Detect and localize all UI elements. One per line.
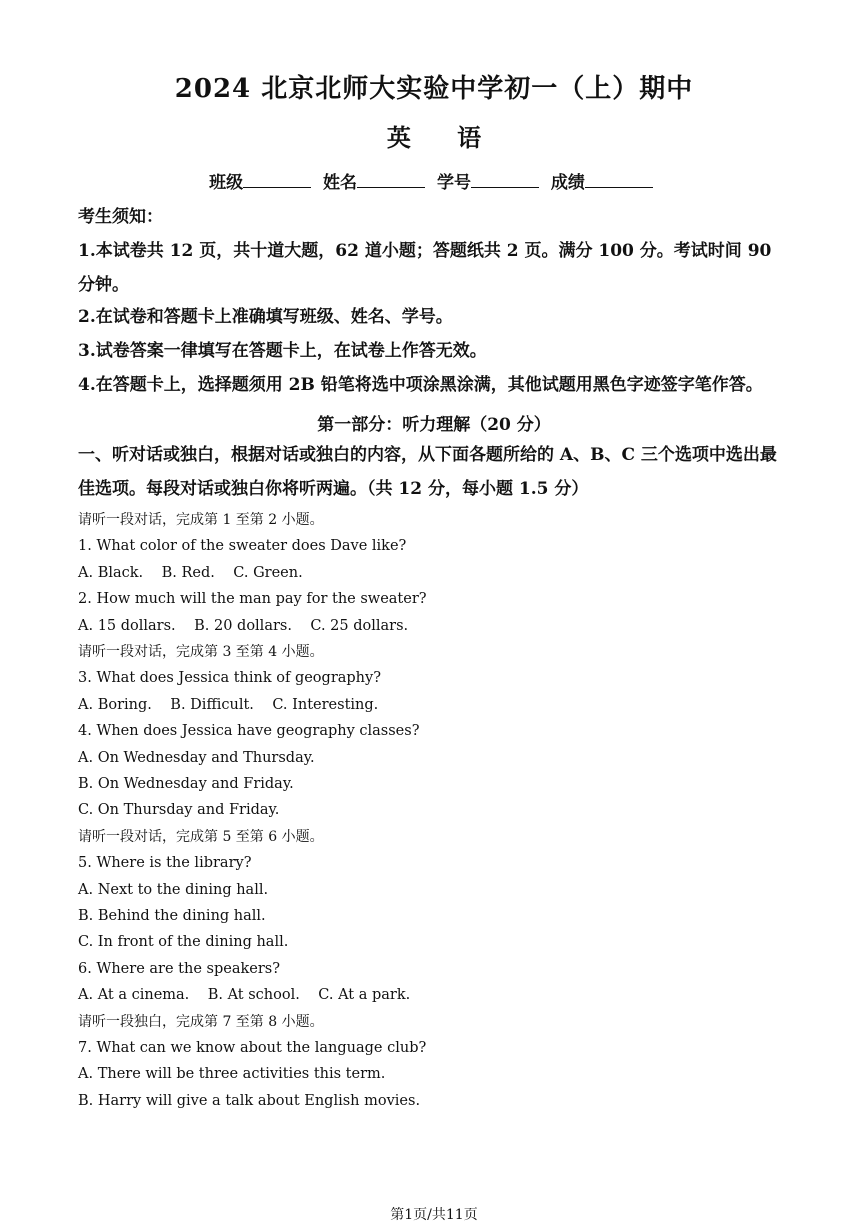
student-info-line: [0, 168, 868, 193]
subject-title: 英 语: [386, 123, 482, 152]
class-label: 班级: [209, 173, 244, 193]
notice-heading: 考生须知：: [78, 207, 163, 227]
answer-options: A. Next to the dining hall.: [78, 881, 269, 898]
exam-title: 2024 北京北师大实验中学初一（上）期中: [174, 74, 694, 104]
student-id-label: 学号: [436, 173, 471, 193]
question-stem: 4. When does Jessica have geography classes?: [78, 723, 420, 740]
question-stem: 1. What color of the sweater does Dave like?: [78, 538, 407, 555]
part-1-instruction: 一、听对话或独白，根据对话或独白的内容，从下面各题所给的 A、B、C 三个选项中选出最佳选项。每段对话或独白你将听两遍。（共 12 分，每小题 1.5 分）: [78, 445, 777, 499]
answer-options: A. Black. B. Red. C. Green.: [78, 564, 303, 581]
section-instruction: 请听一段对话，完成第 1 至第 2 小题。: [78, 512, 324, 528]
answer-options: A. There will be three activities this term.: [78, 1066, 386, 1083]
question-stem: 5. Where is the library?: [78, 855, 252, 872]
notice-item-2: 2.在试卷和答题卡上准确填写班级、姓名、学号。: [78, 307, 453, 327]
class-blank: [243, 171, 311, 188]
question-stem: 6. Where are the speakers?: [78, 960, 280, 977]
question-stem: 3. What does Jessica think of geography?: [78, 670, 381, 687]
answer-options: B. Harry will give a talk about English movies.: [78, 1092, 421, 1109]
notice-item-4: 4.在答题卡上，选择题须用 2B 铅笔将选中项涂黑涂满，其他试题用黑色字迹签字笔作答。: [78, 375, 763, 395]
answer-options: B. Behind the dining hall.: [78, 908, 266, 924]
page-number: 第1页/共11页: [390, 1207, 478, 1223]
answer-options: A. On Wednesday and Thursday.: [78, 749, 315, 766]
section-instruction: 请听一段对话，完成第 5 至第 6 小题。: [78, 828, 324, 845]
name-blank: [357, 171, 425, 188]
part-1-title: 第一部分：听力理解（20 分）: [317, 415, 551, 435]
section-instruction: 请听一段对话，完成第 3 至第 4 小题。: [78, 644, 324, 660]
score-label: 成绩: [550, 173, 585, 193]
answer-options: C. On Thursday and Friday.: [78, 802, 280, 819]
notice-item-3: 3.试卷答案一律填写在答题卡上，在试卷上作答无效。: [78, 341, 487, 361]
answer-options: A. At a cinema. B. At school. C. At a park.: [78, 987, 411, 1004]
answer-options: B. On Wednesday and Friday.: [78, 776, 294, 792]
name-label: 姓名: [323, 173, 358, 193]
question-stem: 7. What can we know about the language club?: [78, 1040, 427, 1056]
answer-options: A. 15 dollars. B. 20 dollars. C. 25 dollars.: [78, 617, 409, 634]
answer-options: C. In front of the dining hall.: [78, 934, 289, 951]
section-instruction: 请听一段独白，完成第 7 至第 8 小题。: [78, 1013, 324, 1030]
score-blank: [585, 171, 653, 188]
student-id-blank: [471, 171, 539, 188]
question-stem: 2. How much will the man pay for the sweater?: [78, 591, 427, 608]
notice-item-1: 1.本试卷共 12 页，共十道大题，62 道小题；答题纸共 2 页。满分 100 分。考试时间 90 分钟。: [78, 241, 772, 295]
answer-options: A. Boring. B. Difficult. C. Interesting.: [78, 696, 379, 713]
